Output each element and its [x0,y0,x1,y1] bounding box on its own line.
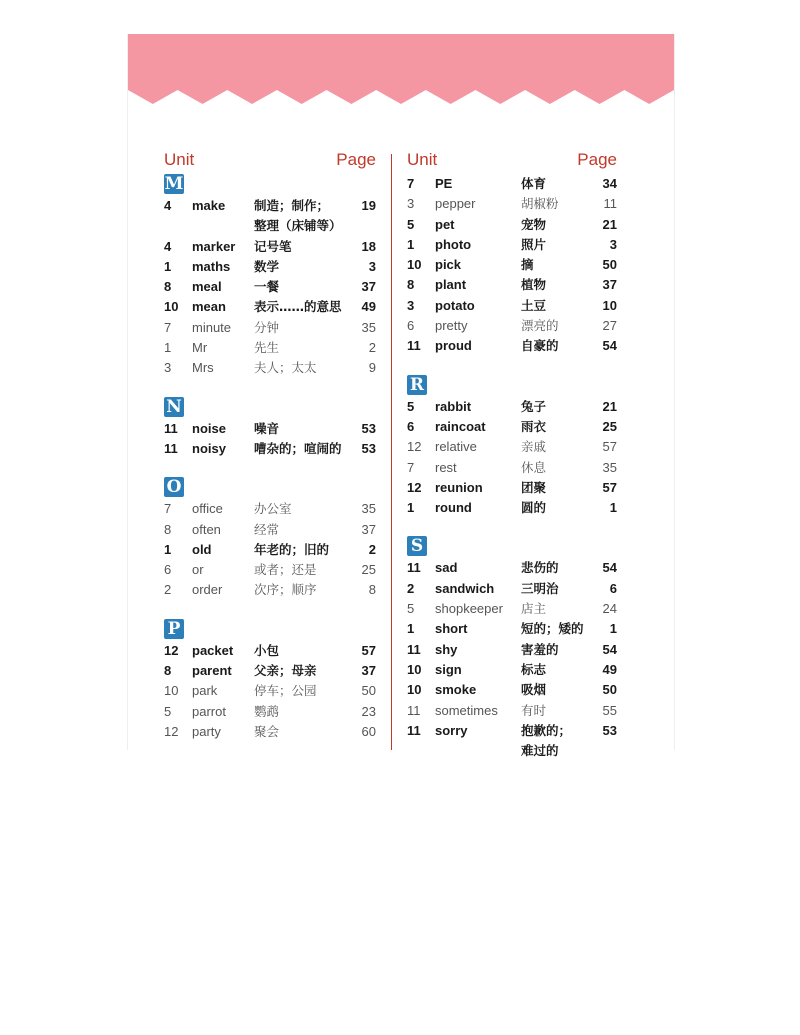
english-word: parrot [192,703,226,719]
chinese-meaning: 摘 [521,257,534,273]
english-word: maths [192,258,231,274]
page-number: 50 [602,682,617,698]
page-number: 3 [609,236,617,252]
page-number: 53 [361,420,376,436]
column-divider [391,154,392,750]
page-number: 11 [603,196,617,212]
english-word: mean [192,299,226,315]
letter-badge: M [164,174,184,194]
glossary-row [407,235,617,255]
english-word: parent [192,663,232,679]
chinese-meaning: 圆的 [521,500,547,516]
page-number: 35 [602,459,617,475]
chinese-meaning: 亲戚 [521,439,547,455]
chinese-meaning: 店主 [521,601,547,617]
unit-number: 8 [407,277,415,293]
chinese-meaning: 团聚 [521,479,547,495]
page-number: 50 [361,683,376,699]
chinese-meaning: 一餐 [254,279,280,295]
chinese-meaning: 噪音 [254,420,280,436]
unit-number: 12 [164,642,179,658]
column-header [407,150,617,172]
page-number: 2 [368,541,376,557]
unit-number: 10 [407,682,422,698]
unit-number: 7 [164,501,172,517]
unit-number: 12 [164,723,179,739]
glossary-row [164,499,376,519]
glossary-row [164,196,376,237]
glossary-row [164,439,376,459]
english-word: often [192,521,221,537]
chinese-meaning: 土豆 [521,297,547,313]
unit-number: 6 [407,318,415,334]
unit-number: 8 [164,521,172,537]
english-word: PE [435,176,453,191]
english-word: pet [435,216,455,232]
unit-number: 5 [164,703,172,719]
letter-group [164,619,376,742]
glossary-row [164,338,376,358]
english-word: sorry [435,722,468,738]
glossary-row [407,316,617,336]
chinese-meaning: 表示……的意思 [254,299,342,315]
english-word: shopkeeper [435,601,503,617]
unit-number: 6 [164,562,172,578]
page-number: 25 [361,562,376,578]
glossary-row [407,458,617,478]
page-number: 37 [361,279,376,295]
glossary-row [164,318,376,338]
english-word: make [192,198,226,213]
english-word: smoke [435,682,477,698]
unit-number: 3 [407,297,415,313]
glossary-row [407,478,617,498]
english-word: minute [192,319,232,335]
page-number: 50 [602,257,617,273]
unit-number: 10 [164,299,179,315]
page-number: 49 [602,661,617,677]
unit-number: 10 [407,661,422,677]
english-word: plant [435,277,467,293]
unit-number: 11 [407,560,421,576]
unit-number: 5 [407,398,415,414]
page-number: 1 [609,621,617,637]
chinese-meaning: 小包 [254,642,280,658]
english-word: relative [435,439,477,455]
letter-badge: R [407,375,427,395]
english-word: round [435,500,472,516]
unit-header: Unit [407,150,438,169]
english-word: rabbit [435,398,472,414]
unit-number: 10 [407,257,422,273]
english-word: park [192,683,218,699]
english-word: proud [435,338,472,354]
page-number: 37 [361,521,376,537]
unit-number: 12 [407,439,422,455]
glossary-row [407,701,617,721]
letter-group [164,397,376,460]
chinese-meaning: 悲伤的 [521,560,559,576]
unit-number: 10 [164,683,179,699]
chinese-meaning: 宠物 [521,216,547,232]
page-number: 18 [361,238,376,254]
letter-badge: S [407,536,427,556]
page-number: 37 [602,277,617,293]
english-word: sometimes [435,702,498,718]
unit-number: 1 [407,500,415,516]
page-number: 24 [602,601,617,617]
chinese-meaning: 植物 [521,277,547,293]
page-number: 35 [361,501,376,517]
unit-number: 7 [164,319,172,335]
unit-number: 11 [164,420,178,436]
glossary-row [407,417,617,437]
chinese-meaning: 三明治 [521,580,559,596]
page-number: 6 [609,580,617,596]
english-word: order [192,582,223,598]
chinese-meaning: 夫人；太太 [254,360,317,376]
letter-badge: P [164,619,184,639]
page-number: 54 [602,641,617,657]
page-number: 55 [602,702,617,718]
english-word: potato [435,297,475,313]
english-word: sad [435,560,458,576]
unit-number: 8 [164,279,172,295]
chinese-meaning: 短的；矮的 [521,621,584,637]
chinese-meaning: 漂亮的 [521,318,559,334]
english-word: office [192,501,223,517]
unit-number: 4 [164,198,172,213]
unit-number: 3 [407,196,415,212]
glossary-row [164,520,376,540]
unit-number: 11 [407,722,421,738]
chinese-meaning: 数学 [254,258,280,274]
chinese-meaning: 兔子 [521,398,547,414]
letter-group [407,375,617,519]
chinese-meaning: 办公室 [254,501,292,517]
chinese-meaning: 制造；制作； 整理（床铺等） [254,198,342,234]
page-number: 57 [602,479,617,495]
unit-number: 1 [164,541,172,557]
page-number: 21 [602,398,617,414]
chinese-meaning: 胡椒粉 [521,196,559,212]
english-word: pepper [435,196,476,212]
chinese-meaning: 嘈杂的；喧闹的 [254,440,342,456]
unit-number: 5 [407,216,415,232]
chinese-meaning: 父亲；母亲 [254,663,317,679]
chinese-meaning: 体育 [521,176,547,191]
chinese-meaning: 标志 [521,661,547,677]
page-number: 54 [602,338,617,354]
english-word: meal [192,279,222,295]
page-number: 60 [361,723,376,739]
unit-number: 11 [407,338,421,354]
page-number: 35 [361,319,376,335]
letter-badge: O [164,477,184,497]
glossary-row [407,619,617,639]
page-number: 8 [368,582,376,598]
english-word: party [192,723,221,739]
chinese-meaning: 雨衣 [521,418,547,434]
unit-header: Unit [164,150,195,169]
english-word: reunion [435,479,483,495]
english-word: short [435,621,468,637]
unit-number: 1 [407,236,415,252]
page-number: 19 [361,198,376,213]
chinese-meaning: 害羞的 [521,641,559,657]
glossary-row [407,275,617,295]
page-number: 57 [361,642,376,658]
english-word: pretty [435,318,468,334]
page-number: 10 [602,297,617,313]
page-number: 27 [602,318,617,334]
unit-number: 7 [407,176,415,191]
page-header: Page [577,150,617,169]
chinese-meaning: 吸烟 [521,682,547,698]
chinese-meaning: 记号笔 [254,238,292,254]
page-number: 1 [609,500,617,516]
page-number: 3 [368,258,376,274]
chinese-meaning: 抱歉的； 难过的 [521,722,572,759]
glossary-row [407,660,617,680]
chinese-meaning: 鹦鹉 [254,703,280,719]
page-number: 34 [602,176,617,191]
chinese-meaning: 自豪的 [521,338,559,354]
chinese-meaning: 有时 [521,702,547,718]
glossary-row [164,661,376,681]
unit-number: 8 [164,663,172,679]
english-word: packet [192,642,234,658]
chinese-meaning: 停车；公园 [254,683,317,699]
glossary-row [164,722,376,742]
glossary-row [407,336,617,356]
glossary-row [407,194,617,214]
english-word: rest [435,459,457,475]
unit-number: 1 [407,621,415,637]
page-number: 49 [361,299,376,315]
unit-number: 2 [407,580,415,596]
column-header [164,150,376,172]
english-word: Mrs [192,360,214,376]
letter-group [407,174,617,357]
page-number: 2 [368,340,376,356]
page-number: 21 [602,216,617,232]
letter-badge: N [164,397,184,417]
glossary-page [127,34,675,759]
glossary-row [164,257,376,277]
english-word: pick [435,257,462,273]
letter-group [407,536,617,761]
unit-number: 1 [164,340,172,356]
page-number: 23 [361,703,376,719]
english-word: noisy [192,440,226,456]
glossary-row [164,702,376,722]
chinese-meaning: 年老的；旧的 [254,541,330,557]
english-word: or [192,562,204,578]
zigzag-banner [128,34,674,104]
glossary-row [407,397,617,417]
page-number: 9 [368,360,376,376]
page-number: 54 [602,560,617,576]
english-word: sign [435,661,462,677]
glossary-row [164,237,376,257]
page-number: 57 [602,439,617,455]
glossary-row [407,640,617,660]
english-word: old [192,541,212,557]
glossary-row [407,721,617,762]
page-number: 25 [602,418,617,434]
unit-number: 5 [407,601,415,617]
glossary-row [164,560,376,580]
left-column [164,150,376,742]
glossary-row [407,579,617,599]
english-word: marker [192,238,236,254]
english-word: sandwich [435,580,495,596]
unit-number: 11 [164,440,178,456]
english-word: raincoat [435,418,486,434]
chinese-meaning: 经常 [254,521,280,537]
glossary-row [164,297,376,317]
unit-number: 12 [407,479,422,495]
chinese-meaning: 先生 [254,340,280,356]
glossary-row [164,540,376,560]
glossary-row [407,680,617,700]
letter-group [164,174,376,379]
glossary-row [164,681,376,701]
chinese-meaning: 照片 [521,236,547,252]
right-column [407,150,617,761]
glossary-row [407,215,617,235]
unit-number: 1 [164,258,172,274]
glossary-row [407,296,617,316]
unit-number: 4 [164,238,172,254]
english-word: Mr [192,340,208,356]
english-word: noise [192,420,226,436]
glossary-row [407,255,617,275]
unit-number: 11 [407,702,421,718]
glossary-row [164,580,376,600]
page-number: 53 [361,440,376,456]
letter-group [164,477,376,600]
unit-number: 7 [407,459,415,475]
glossary-row [164,419,376,439]
english-word: shy [435,641,458,657]
unit-number: 2 [164,582,172,598]
unit-number: 6 [407,418,415,434]
chinese-meaning: 聚会 [254,723,280,739]
chinese-meaning: 分钟 [254,319,280,335]
glossary-row [407,599,617,619]
glossary-row [164,641,376,661]
english-word: photo [435,236,472,252]
page-number: 53 [602,722,617,738]
glossary-row [164,277,376,297]
glossary-row [164,358,376,378]
glossary-row [407,498,617,518]
page-header: Page [336,150,376,169]
page-number: 37 [361,663,376,679]
chinese-meaning: 休息 [521,459,547,475]
glossary-row [407,437,617,457]
glossary-row [407,558,617,578]
chinese-meaning: 次序；顺序 [254,582,317,598]
unit-number: 3 [164,360,172,376]
unit-number: 11 [407,641,421,657]
glossary-row [407,174,617,194]
chinese-meaning: 或者；还是 [254,562,317,578]
